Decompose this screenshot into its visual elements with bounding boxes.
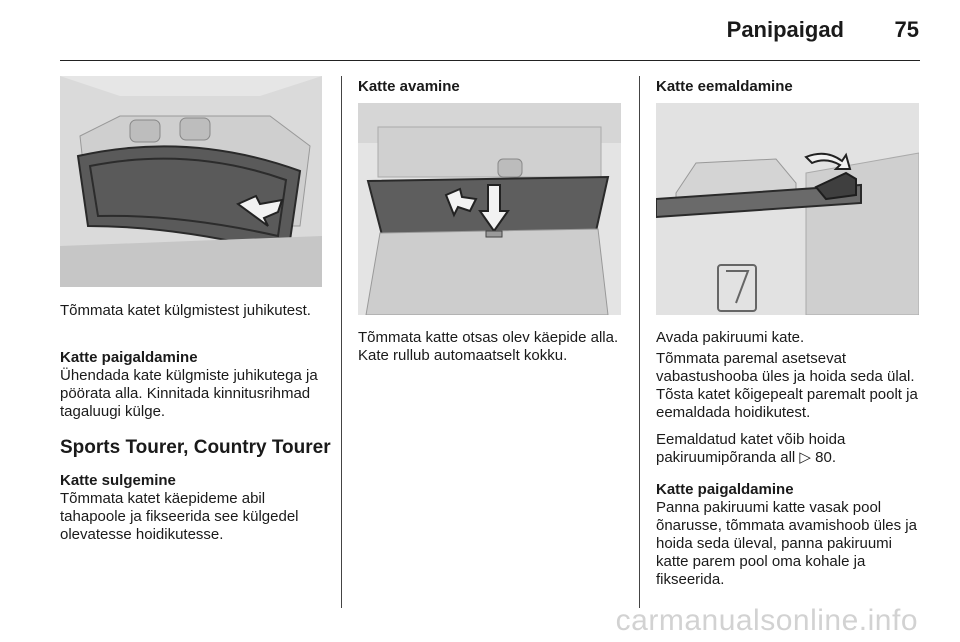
- caption-text: Tõmmata katet külgmistest juhikutest.: [60, 302, 311, 319]
- page-title: Panipaigad: [726, 17, 844, 42]
- open-heading: Katte avamine: [358, 78, 460, 95]
- column-divider-2: [639, 76, 640, 608]
- watermark: carmanualsonline.info: [615, 604, 918, 637]
- column-divider-1: [341, 76, 342, 608]
- page-number: 75: [894, 17, 919, 42]
- page-reference[interactable]: 80.: [815, 449, 836, 466]
- remove-heading: Katte eemaldamine: [656, 78, 793, 95]
- install-heading: Katte paigaldamine: [60, 349, 198, 366]
- figure-cover-removal: [656, 103, 919, 315]
- close-text: Tõmmata katet käepideme abil tahapoole ja fikseerida see külgedel olevatesse hoidikutesse.: [60, 490, 299, 543]
- page-header: [0, 0, 960, 60]
- close-heading: Katte sulgemine: [60, 472, 176, 489]
- page-reference-arrow-icon: ▷: [799, 449, 811, 466]
- open-text: Tõmmata katte otsas olev käepide alla. Kate rullub automaatselt kokku.: [358, 329, 619, 364]
- install-text-2: Panna pakiruumi katte vasak pool õnarusse, tõmmata avamishoob üles ja hoida seda üleval, panna pakiruumi katte parem pool oma kohale ja fikseerida.: [656, 499, 917, 588]
- storage-note-text: Eemaldatud katet võib hoida pakiruumipõranda all: [656, 431, 846, 466]
- storage-note: [656, 431, 922, 467]
- remove-step-1: Avada pakiruumi kate.: [656, 329, 805, 346]
- header-rule: [60, 60, 920, 61]
- remove-step-2: Tõmmata paremal asetsevat vabastushooba üles ja hoida seda ülal. Tõsta katet kõigepealt paremalt poolt ja eemaldada hoidikutest.: [656, 350, 918, 421]
- figure-cover-opening: [358, 103, 621, 315]
- install-text: Ühendada kate külgmiste juhikutega ja pöörata alla. Kinnitada kinnitusrihmad tagaluugi külge.: [60, 367, 318, 420]
- install-heading-2: Katte paigaldamine: [656, 481, 794, 498]
- figure-cover-sliding: [60, 76, 322, 287]
- section-title: Sports Tourer, Country Tourer: [60, 437, 331, 458]
